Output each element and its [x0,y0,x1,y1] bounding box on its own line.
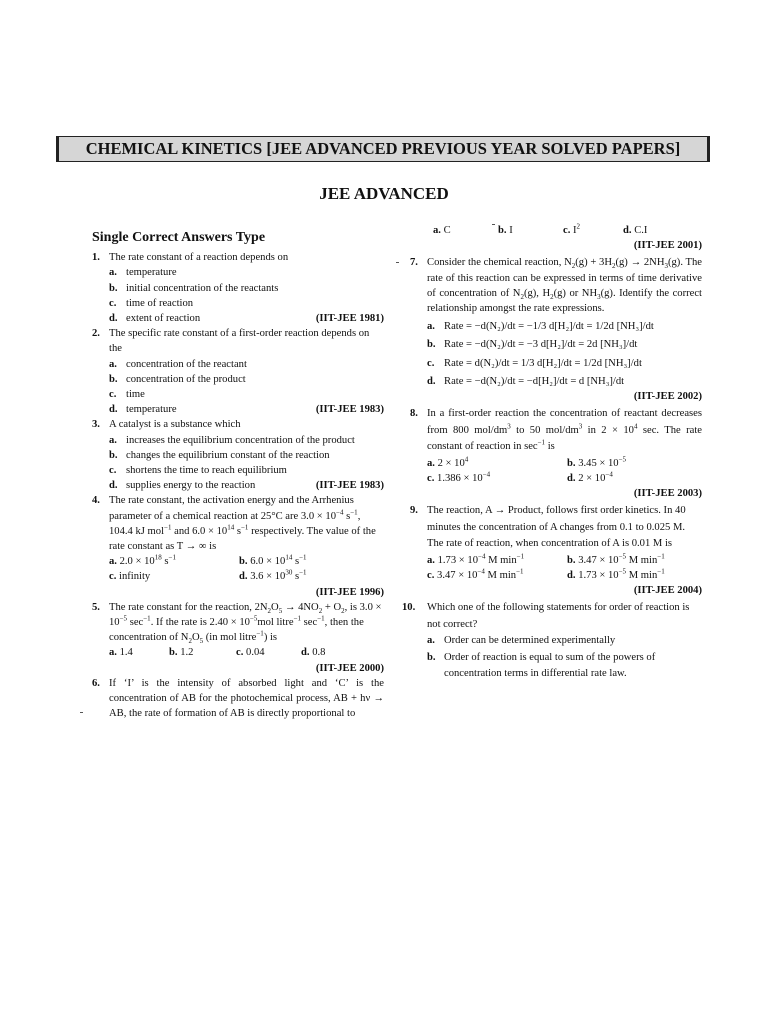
left-column [92,230,384,721]
question-7 [410,255,702,404]
question-number: 9. [410,505,418,517]
option-b: b. Rate = −d(N₂)/dt = −3 d[H₂]/dt = 2d [NH₃]/dt [427,339,638,351]
scan-mark [80,712,83,713]
question-text: A catalyst is a substance which [109,419,241,431]
question-text: The rate constant for the reaction, $2N_2O_5 \to 4NO_2 + O_2$, is $3.0 \times 10^{-5}$ $\sec^{-1}$. If the rate is $2.40 \times 10^{-5}mol$ litre$^{-1}$ $\sec^{-1}$, then the concentration of $N_2O_5$ (in mol litre$^{-1}$) is [109,601,382,646]
scan-mark [396,262,399,263]
option-a: a. concentration of the reactant [109,358,247,370]
option-c: c. shortens the time to reach equilibrium [109,465,287,477]
question-text: The reaction, A → Product, follows first order kinetics. In 40 minutes the concentration of A changes from 0.1 to 0.025 M. The rate of reaction, when concentration of A is 0.01 M is [427,505,686,550]
option-c: c. $3.47 \times 10^{-4}$ M $\min^{-1}$ [427,567,524,581]
option-b: b. 1.2 [169,647,194,659]
source-tag: (IIT-JEE 2002) [633,391,702,403]
question-number: 6. [92,677,100,689]
question-number: 2. [92,328,100,340]
question-number: 8. [410,408,418,420]
option-d: d. 0.8 [301,647,326,659]
source-tag: (IIT-JEE 2001) [633,240,702,252]
option-d: d. supplies energy to the reaction (IIT-JEE 1983) [109,478,384,493]
option-b: b. $3.47 \times 10^{-5}$ M $\min^{-1}$ [567,552,665,566]
option-c: c. time of reaction [109,297,194,309]
question-text: Which one of the following statements for order of reaction is not correct? [427,602,690,630]
option-a: a. Rate = −d(N₂)/dt = −1/3 d[H₂]/dt = 1/2d [NH₃]/dt [427,321,654,333]
question-text: Consider the chemical reaction, $N_2(g) + 3H_2(g) \to 2NH_3(g)$. The rate of this reaction can be expressed in terms of time derivative of concentration of $N_2(g)$, $H_2(g)$ or $NH_3(g)$. Identify the correct relationship amongst the rate expressions. [427,257,702,314]
question-5 [92,600,384,676]
source-tag: (IIT-JEE 2004) [633,585,702,597]
question-4 [92,493,384,599]
source-tag: (IIT-JEE 2003) [633,488,702,500]
option-row [427,568,702,583]
question-8 [410,406,702,501]
option-c: c. $1.386 \times 10^{-4}$ [427,470,491,484]
source-tag: (IIT-JEE 2000) [315,662,384,674]
option-a: a. $2.0 \times 10^{18}$ $s^{-1}$ [109,553,176,568]
question-9 [410,503,702,598]
option-b: b. concentration of the product [109,373,246,385]
option-c: c. time [109,389,145,401]
question-number: 4. [92,495,100,507]
option-b: b. $3.45 \times 10^{-5}$ [567,455,627,469]
option-d: d. C.I [623,225,648,236]
option-row [109,645,384,660]
source-tag: (IIT-JEE 1996) [315,586,384,598]
right-column [402,222,702,683]
question-number: 3. [92,419,100,431]
option-a: a. C [433,225,451,236]
question-2 [92,326,384,417]
question-6 [92,676,384,722]
option-b: b. $6.0 \times 10^{14}$ $s^{-1}$ [239,553,307,568]
question-number: 10. [402,602,416,614]
option-c: c. Rate = d(N₂)/dt = 1/3 d[H₂]/dt = 1/2d [NH₃]/dt [427,357,642,369]
option-a: a. $1.73 \times 10^{-4}$ M $\min^{-1}$ [427,552,525,566]
option-b: b. I [498,225,513,236]
option-row [427,553,702,568]
option-d: d. $1.73 \times 10^{-5}$ M $\min^{-1}$ [567,567,665,581]
option-d: d. Rate = −d(N₂)/dt = −d[H₂]/dt = d [NH₃]/dt [427,375,625,387]
option-row [427,456,702,471]
source-tag: (IIT-JEE 1983) [315,480,384,492]
question-number: 7. [410,257,418,269]
question-number: 1. [92,252,100,264]
scan-mark [492,224,495,225]
option-row [109,554,384,569]
question-3 [92,417,384,493]
option-a: a. Order can be determined experimentally [427,635,616,647]
option-a: a. temperature [109,267,177,279]
subsection-title: Single Correct Answers Type [92,230,266,245]
option-b: b. initial concentration of the reactants [109,282,279,294]
question-text: The rate constant of a reaction depends on [109,252,289,264]
option-row [427,471,702,486]
section-heading: JEE ADVANCED [319,184,449,203]
option-c: c. infinity [109,571,151,583]
option-d: d. extent of reaction (IIT-JEE 1981) [109,311,384,326]
question-number: 5. [92,601,100,613]
option-d: d. temperature (IIT-JEE 1983) [109,402,384,417]
option-c: c. $I^2$ [563,222,581,236]
document-title: CHEMICAL KINETICS [JEE ADVANCED PREVIOUS YEAR SOLVED PAPERS] [56,136,710,162]
source-tag: (IIT-JEE 1983) [315,404,384,416]
option-b: b. Order of reaction is equal to sum of the powers of concentration terms in differential rate law. [427,651,656,680]
option-d: d. $2 \times 10^{-4}$ [567,470,613,484]
source-tag: (IIT-JEE 1981) [315,313,384,325]
option-a: a. $2 \times 10^4$ [427,455,469,469]
option-row [109,569,384,584]
question-text: If ‘I’ is the intensity of absorbed light and ‘C’ is the concentration of AB for the photochemical process, AB + hν → AB, the rate of formation of AB is directly proportional to [109,677,384,720]
option-d: d. $3.6 \times 10^{30}$ $s^{-1}$ [239,568,307,583]
option-b: b. changes the equilibrium constant of the reaction [109,449,330,461]
question-10 [402,600,702,683]
option-c: c. 0.04 [236,647,265,659]
question-1 [92,250,384,326]
option-a: a. 1.4 [109,647,133,659]
question-6-options [433,223,702,238]
option-a: a. increases the equilibrium concentration of the product [109,434,355,446]
question-text: The specific rate constant of a first-order reaction depends on the [109,328,370,355]
question-text: In a first-order reaction the concentration of reactant decreases from 800 mol/$dm^3$ to 50 mol/$dm^3$ in $2 \times 10^4$ sec. The rate constant of reaction in $\sec^{-1}$ is [427,408,702,453]
question-text: The rate constant, the activation energy and the Arrhenius parameter of a chemical reaction at 25°C are $3.0 \times 10^{-4}$ $s^{-1}$, 104.4 kJ mol$^{-1}$ and $6.0 \times 10^{14}$ $s^{-1}$ respectively. The value of the rate constant as T → ∞ is [109,495,376,553]
